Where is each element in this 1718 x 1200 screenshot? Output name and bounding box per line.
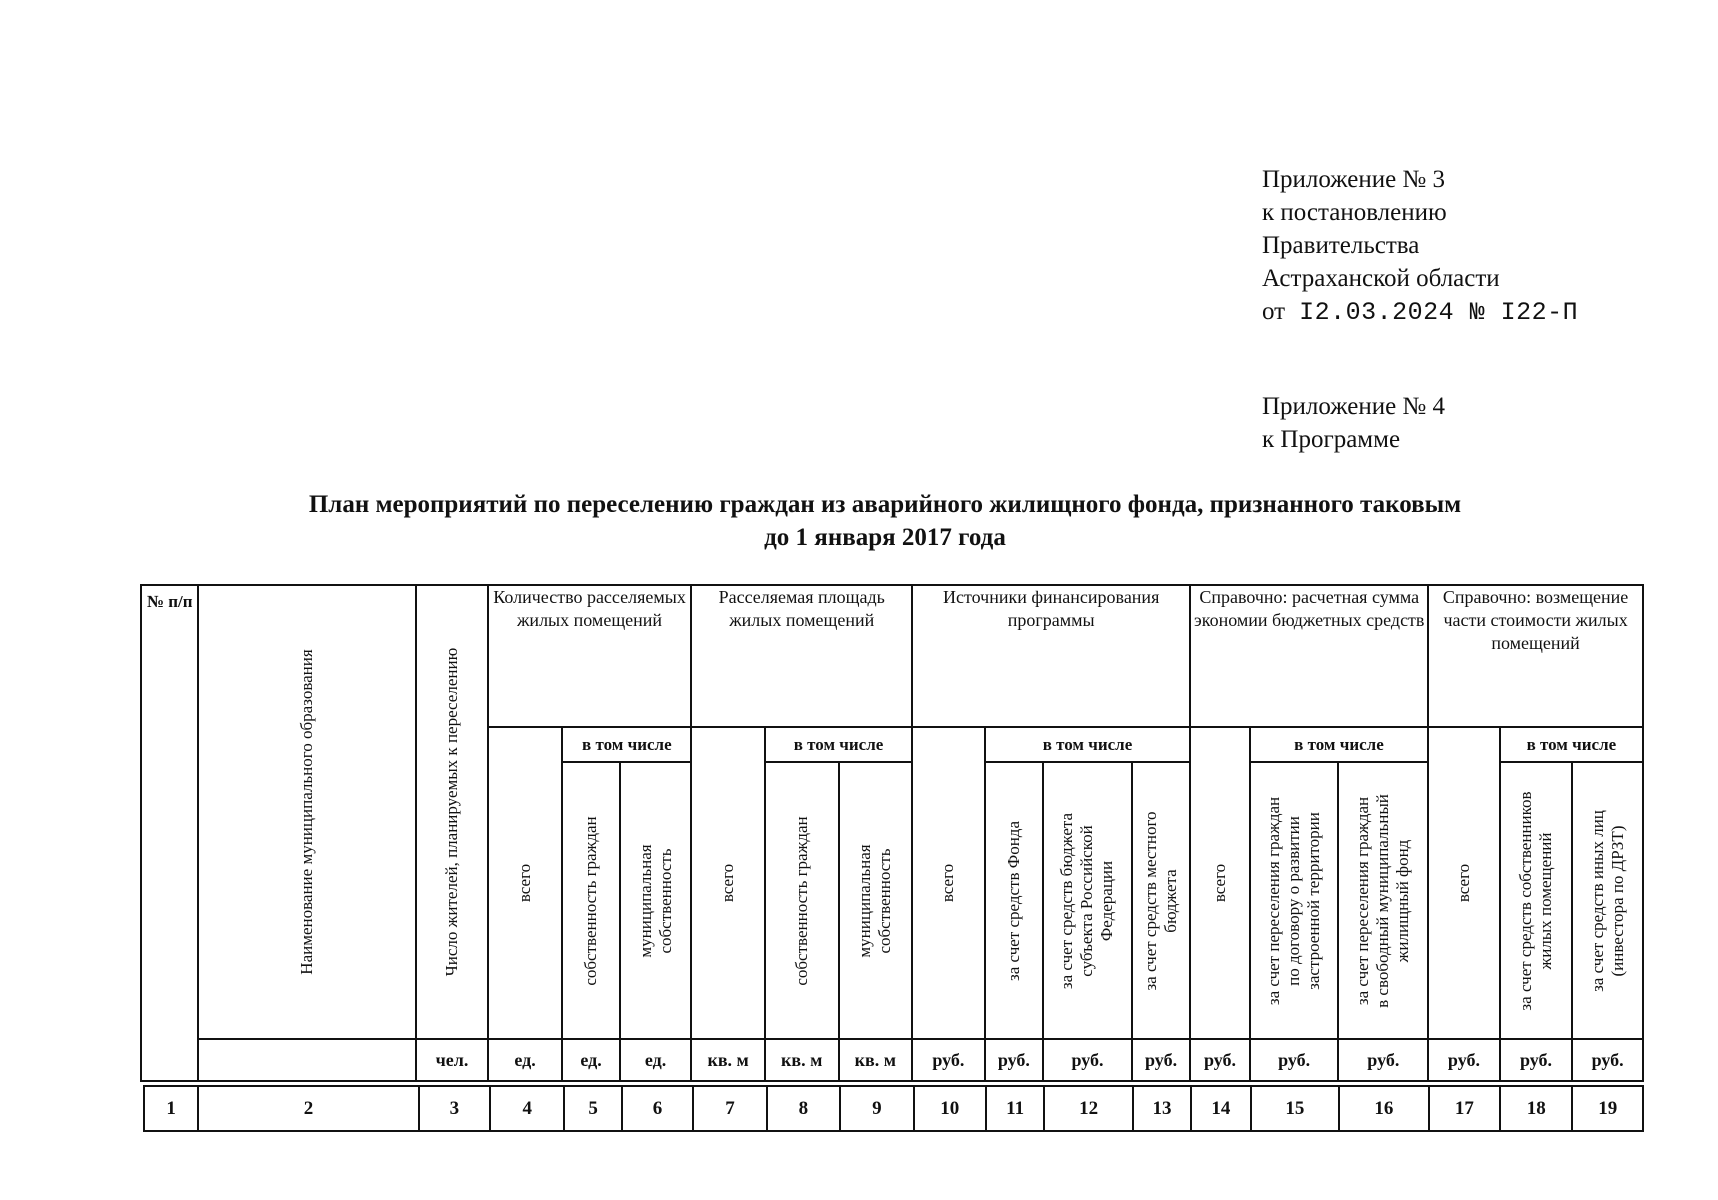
header-financing: Источники финансирования программы — [912, 585, 1190, 727]
header-incl: в том числе — [1500, 727, 1643, 762]
vertical-label-line: в свободный муниципальный — [1373, 793, 1393, 1008]
column-number: 7 — [693, 1086, 766, 1131]
header-incl: в том числе — [1250, 727, 1428, 762]
header-municipal-units — [620, 762, 692, 1039]
unit-cell: ед. — [488, 1039, 563, 1081]
vertical-label: всего — [938, 863, 958, 903]
unit-cell: руб. — [1132, 1039, 1190, 1081]
header-region-budget — [1043, 762, 1132, 1039]
column-number: 4 — [490, 1086, 564, 1131]
column-numbers-table — [143, 1085, 1644, 1132]
header-economy: Справочно: расчетная сумма экономии бюджетных средств — [1190, 585, 1428, 727]
vertical-label-line: за счет переселения граждан — [1264, 796, 1284, 1005]
vertical-label-line: жилых помещений — [1536, 832, 1556, 970]
vertical-label — [636, 844, 676, 957]
header-owners — [1500, 762, 1573, 1039]
vertical-label — [1588, 810, 1628, 992]
column-number: 1 — [144, 1086, 198, 1131]
unit-cell: чел. — [416, 1039, 488, 1081]
vertical-label-line: муниципальная — [635, 843, 655, 958]
column-number: 13 — [1133, 1086, 1191, 1131]
vertical-label-line: муниципальная — [855, 843, 875, 958]
vertical-label — [855, 844, 895, 957]
unit-cell: ед. — [562, 1039, 619, 1081]
vertical-label — [1057, 812, 1117, 988]
header-compensation: Справочно: возмещение части стоимости жилых помещений — [1428, 585, 1643, 727]
unit-cell: руб. — [1572, 1039, 1643, 1081]
header-citizen-units — [562, 762, 619, 1039]
header-residents-label: Число жителей, планируемых к переселению — [441, 647, 461, 977]
vertical-label-line: собственность — [875, 848, 895, 954]
header-residents — [416, 585, 488, 1039]
column-number: 8 — [767, 1086, 840, 1131]
header-quantity: Количество расселяемых жилых помещений — [488, 585, 692, 727]
vertical-label: собственность граждан — [581, 815, 601, 986]
header-financing-total — [912, 727, 985, 1039]
column-number: 2 — [198, 1086, 418, 1131]
vertical-label: собственность граждан — [791, 815, 811, 986]
vertical-label-line: собственность — [655, 848, 675, 954]
header-resettle-territory — [1250, 762, 1339, 1039]
unit-cell: руб. — [1338, 1039, 1428, 1081]
column-number: 5 — [564, 1086, 621, 1131]
column-number: 10 — [914, 1086, 986, 1131]
header-incl: в том числе — [985, 727, 1191, 762]
header-resettle-free — [1338, 762, 1428, 1039]
appendix-line: к Программе — [1262, 426, 1401, 453]
vertical-label-line: жилищный фонд — [1393, 839, 1413, 962]
document-title — [0, 488, 1718, 554]
title-line-1: План мероприятий по переселению граждан из аварийного жилищного фонда, признанного таковым — [308, 491, 1462, 518]
date-stamp: I2.03.2024 № I22-П — [1299, 298, 1579, 327]
vertical-label-line: (инвестора по ДРЗТ) — [1607, 825, 1627, 976]
vertical-label-line: за счет средств собственников — [1516, 790, 1536, 1011]
column-number: 12 — [1044, 1086, 1133, 1131]
vertical-label: за счет средств Фонда — [1003, 820, 1023, 981]
column-number: 14 — [1191, 1086, 1250, 1131]
appendix-line: Приложение № 3 — [1262, 166, 1446, 193]
header-compensation-total — [1428, 727, 1500, 1039]
vertical-label: всего — [718, 863, 738, 903]
vertical-label-line: за счет средств местного — [1141, 810, 1161, 991]
header-area: Расселяемая площадь жилых помещений — [691, 585, 912, 727]
appendix-program — [1262, 390, 1445, 456]
unit-cell: руб. — [1043, 1039, 1132, 1081]
column-number: 9 — [840, 1086, 913, 1131]
header-fund — [985, 762, 1043, 1039]
header-quantity-total — [488, 727, 563, 1039]
appendix-line: Приложение № 4 — [1262, 393, 1446, 420]
vertical-label-line: бюджета — [1161, 868, 1181, 933]
vertical-label: всего — [1210, 863, 1230, 903]
vertical-label: всего — [515, 863, 535, 903]
header-municipal-area — [839, 762, 913, 1039]
header-name-label: Наименование муниципального образования — [297, 649, 317, 975]
vertical-label — [1353, 794, 1413, 1008]
appendix-date-line — [1262, 295, 1578, 329]
vertical-label-line: по договору о развитии — [1284, 815, 1304, 986]
column-number: 18 — [1500, 1086, 1572, 1131]
column-number: 16 — [1339, 1086, 1429, 1131]
column-number: 11 — [986, 1086, 1044, 1131]
column-number: 6 — [622, 1086, 693, 1131]
header-name — [198, 585, 416, 1039]
header-num: № п/п — [141, 585, 198, 1081]
vertical-label: всего — [1453, 863, 1473, 903]
header-incl: в том числе — [562, 727, 691, 762]
unit-cell: руб. — [985, 1039, 1043, 1081]
header-citizen-area — [765, 762, 839, 1039]
appendix-header — [1262, 163, 1578, 329]
unit-cell: руб. — [1428, 1039, 1500, 1081]
date-prefix: от — [1262, 298, 1286, 325]
vertical-label-line: за счет переселения граждан — [1353, 796, 1373, 1005]
unit-cell: кв. м — [839, 1039, 913, 1081]
unit-cell: ед. — [620, 1039, 692, 1081]
vertical-label-line: за счет средств бюджета — [1057, 812, 1077, 989]
header-incl: в том числе — [765, 727, 912, 762]
appendix-line: к постановлению — [1262, 199, 1447, 226]
vertical-label-line: субъекта Российской — [1077, 824, 1097, 977]
unit-cell: руб. — [1250, 1039, 1339, 1081]
unit-cell: руб. — [912, 1039, 985, 1081]
unit-cell: кв. м — [765, 1039, 839, 1081]
header-local-budget — [1132, 762, 1190, 1039]
column-number: 17 — [1429, 1086, 1500, 1131]
header-others — [1572, 762, 1643, 1039]
column-number: 3 — [419, 1086, 490, 1131]
unit-blank — [198, 1039, 416, 1081]
vertical-label — [1264, 796, 1324, 1004]
header-economy-total — [1190, 727, 1249, 1039]
unit-cell: кв. м — [691, 1039, 765, 1081]
column-number: 15 — [1251, 1086, 1340, 1131]
appendix-line: Правительства — [1262, 232, 1420, 259]
vertical-label-line: застроенной территории — [1304, 811, 1324, 990]
unit-cell: руб. — [1500, 1039, 1573, 1081]
vertical-label-line: Федерации — [1097, 860, 1117, 941]
vertical-label — [1516, 791, 1556, 1010]
vertical-label-line: за счет средств иных лиц — [1587, 809, 1607, 992]
header-area-total — [691, 727, 765, 1039]
unit-cell: руб. — [1190, 1039, 1249, 1081]
title-line-2: до 1 января 2017 года — [764, 524, 1006, 551]
column-number: 19 — [1572, 1086, 1643, 1131]
appendix-line: Астраханской области — [1262, 265, 1500, 292]
vertical-label — [1141, 811, 1181, 990]
plan-table-header — [140, 584, 1644, 1082]
